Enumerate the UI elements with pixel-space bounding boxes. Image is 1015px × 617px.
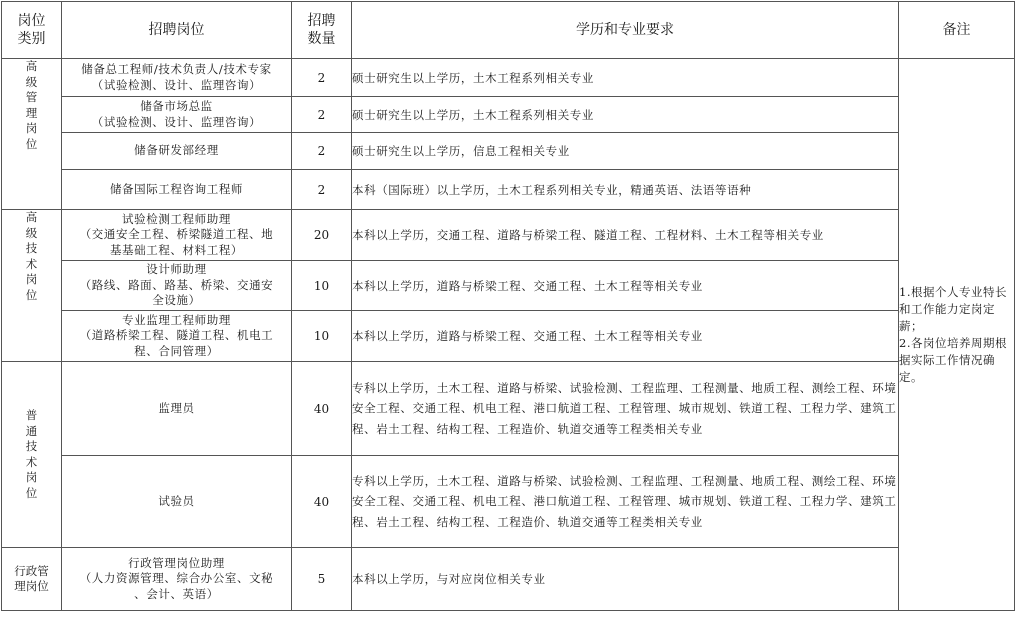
table-row bbox=[2, 210, 1015, 261]
count-cell: 10 bbox=[292, 311, 352, 362]
table-row bbox=[2, 456, 1015, 548]
table-row bbox=[2, 261, 1015, 311]
requirement-cell: 本科以上学历，道路与桥梁工程、交通工程、土木工程等相关专业 bbox=[352, 261, 899, 311]
requirement-cell: 本科以上学历，与对应岗位相关专业 bbox=[352, 548, 899, 611]
table-row bbox=[2, 59, 1015, 97]
position-cell: 专业监理工程师助理 （道路桥梁工程、隧道工程、机电工 程、合同管理） bbox=[62, 311, 292, 362]
table-row bbox=[2, 170, 1015, 210]
category-cell: 高级技术岗位 bbox=[2, 210, 62, 362]
header-notes: 备注 bbox=[899, 2, 1015, 59]
position-cell: 监理员 bbox=[62, 362, 292, 456]
requirement-cell: 专科以上学历，土木工程、道路与桥梁、试验检测、工程监理、工程测量、地质工程、测绘工程、环境安全工程、交通工程、机电工程、港口航道工程、工程管理、城市规划、铁道工程、工程力学、建筑工程、岩土工程、结构工程、工程造价、轨道交通等工程类相关专业 bbox=[352, 456, 899, 548]
count-cell: 2 bbox=[292, 59, 352, 97]
position-cell: 试验检测工程师助理 （交通安全工程、桥梁隧道工程、地 基基础工程、材料工程） bbox=[62, 210, 292, 261]
position-cell: 试验员 bbox=[62, 456, 292, 548]
category-cell: 普通技术岗位 bbox=[2, 362, 62, 548]
count-cell: 40 bbox=[292, 456, 352, 548]
count-cell: 2 bbox=[292, 133, 352, 170]
position-cell: 行政管理岗位助理 （人力资源管理、综合办公室、文秘 、会计、英语） bbox=[62, 548, 292, 611]
table-row bbox=[2, 548, 1015, 611]
header-count: 招聘数量 bbox=[292, 2, 352, 59]
count-cell: 2 bbox=[292, 170, 352, 210]
count-cell: 20 bbox=[292, 210, 352, 261]
requirement-cell: 硕士研究生以上学历，信息工程相关专业 bbox=[352, 133, 899, 170]
requirement-cell: 硕士研究生以上学历，土木工程系列相关专业 bbox=[352, 97, 899, 133]
category-cell: 高级管理岗位 bbox=[2, 59, 62, 210]
header-category: 岗位类别 bbox=[2, 2, 62, 59]
count-cell: 2 bbox=[292, 97, 352, 133]
position-cell: 储备总工程师/技术负责人/技术专家 （试验检测、设计、监理咨询） bbox=[62, 59, 292, 97]
table-row bbox=[2, 133, 1015, 170]
header-row bbox=[2, 2, 1015, 59]
position-cell: 设计师助理 （路线、路面、路基、桥梁、交通安 全设施） bbox=[62, 261, 292, 311]
header-position: 招聘岗位 bbox=[62, 2, 292, 59]
requirement-cell: 本科以上学历，交通工程、道路与桥梁工程、隧道工程、工程材料、土木工程等相关专业 bbox=[352, 210, 899, 261]
requirement-cell: 本科（国际班）以上学历，土木工程系列相关专业，精通英语、法语等语种 bbox=[352, 170, 899, 210]
requirement-cell: 本科以上学历，道路与桥梁工程、交通工程、土木工程等相关专业 bbox=[352, 311, 899, 362]
count-cell: 10 bbox=[292, 261, 352, 311]
notes-cell: 1.根据个人专业特长和工作能力定岗定薪； 2.各岗位培养周期根据实际工作情况确定。 bbox=[899, 59, 1015, 611]
table-row bbox=[2, 362, 1015, 456]
count-cell: 5 bbox=[292, 548, 352, 611]
requirement-cell: 硕士研究生以上学历，土木工程系列相关专业 bbox=[352, 59, 899, 97]
header-requirement: 学历和专业要求 bbox=[352, 2, 899, 59]
position-cell: 储备研发部经理 bbox=[62, 133, 292, 170]
requirement-cell: 专科以上学历，土木工程、道路与桥梁、试验检测、工程监理、工程测量、地质工程、测绘工程、环境安全工程、交通工程、机电工程、港口航道工程、工程管理、城市规划、铁道工程、工程力学、建筑工程、岩土工程、结构工程、工程造价、轨道交通等工程类相关专业 bbox=[352, 362, 899, 456]
count-cell: 40 bbox=[292, 362, 352, 456]
category-cell: 行政管理岗位 bbox=[2, 548, 62, 611]
position-cell: 储备市场总监 （试验检测、设计、监理咨询） bbox=[62, 97, 292, 133]
table-row bbox=[2, 97, 1015, 133]
table-row bbox=[2, 311, 1015, 362]
position-cell: 储备国际工程咨询工程师 bbox=[62, 170, 292, 210]
recruitment-table bbox=[1, 1, 1015, 611]
